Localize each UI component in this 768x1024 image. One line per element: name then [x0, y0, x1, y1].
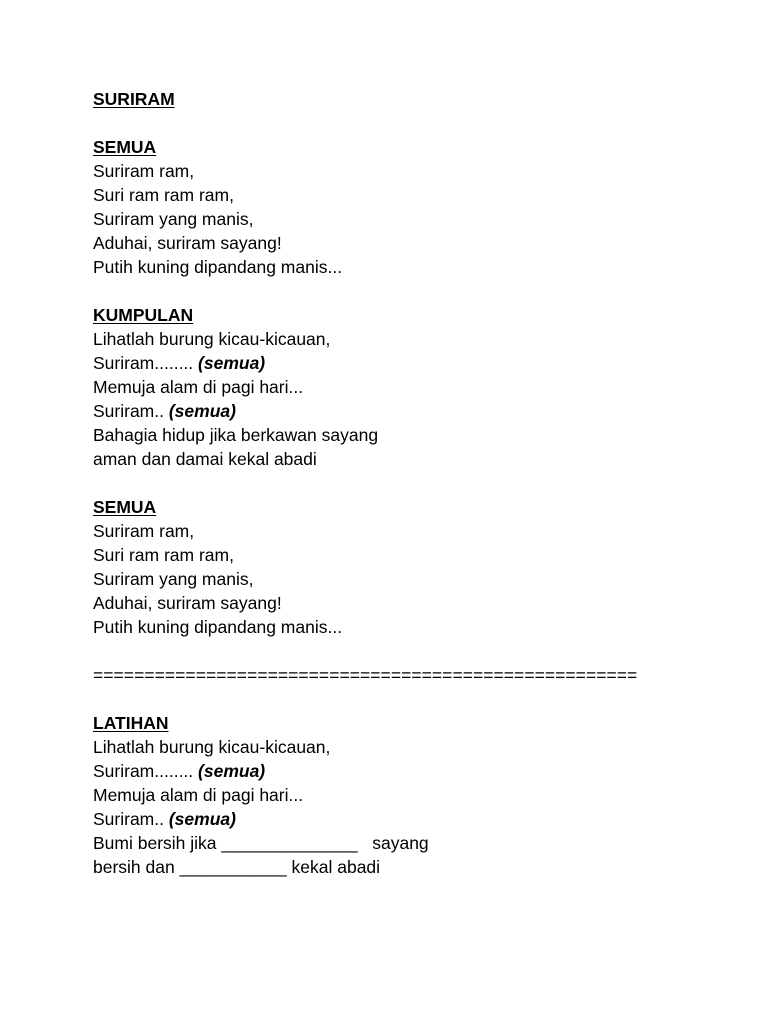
lyric-line: Aduhai, suriram sayang! [93, 233, 282, 253]
section-heading: KUMPULAN [93, 305, 194, 325]
lyric-line [93, 399, 733, 423]
lyric-line: Putih kuning dipandang manis... [93, 257, 343, 277]
exercise-line-blank: Bumi bersih jika ______________ sayang [93, 833, 429, 853]
blank-line [93, 111, 733, 135]
lyric-line: Memuja alam di pagi hari... [93, 377, 304, 397]
blank-line [93, 471, 733, 495]
lyric-text: Suriram.. [93, 809, 169, 829]
lyric-line: Lihatlah burung kicau-kicauan, [93, 329, 331, 349]
lyric-line: aman dan damai kekal abadi [93, 449, 317, 469]
chorus-note: (semua) [198, 353, 266, 373]
lyric-line: Suriram ram, [93, 521, 195, 541]
chorus-note: (semua) [168, 401, 236, 421]
lyric-text: Suriram........ [93, 353, 199, 373]
lyric-text: Suriram.. [93, 401, 169, 421]
lyric-line: Lihatlah burung kicau-kicauan, [93, 737, 331, 757]
section-semua-2 [93, 495, 733, 639]
section-latihan [93, 711, 733, 879]
section-semua-1 [93, 135, 733, 279]
section-heading: SEMUA [93, 497, 157, 517]
blank-line [93, 639, 733, 663]
section-heading: LATIHAN [93, 713, 169, 733]
lyric-line: Memuja alam di pagi hari... [93, 785, 304, 805]
chorus-note: (semua) [198, 761, 266, 781]
lyric-line [93, 807, 733, 831]
section-kumpulan [93, 303, 733, 471]
separator-line: ===================================================== [93, 665, 638, 685]
lyric-line: Suriram yang manis, [93, 569, 254, 589]
document-page [93, 87, 733, 879]
lyric-line: Suri ram ram ram, [93, 185, 234, 205]
lyric-text: Suriram........ [93, 761, 199, 781]
lyric-line: Suri ram ram ram, [93, 545, 234, 565]
chorus-note: (semua) [168, 809, 236, 829]
blank-line [93, 279, 733, 303]
blank-line [93, 687, 733, 711]
lyric-line [93, 759, 733, 783]
lyric-line: Bahagia hidup jika berkawan sayang [93, 425, 379, 445]
section-heading: SEMUA [93, 137, 157, 157]
lyric-line: Putih kuning dipandang manis... [93, 617, 343, 637]
exercise-line-blank: bersih dan ___________ kekal abadi [93, 857, 381, 877]
document-title: SURIRAM [93, 89, 175, 109]
lyric-line [93, 351, 733, 375]
lyric-line: Aduhai, suriram sayang! [93, 593, 282, 613]
lyric-line: Suriram ram, [93, 161, 195, 181]
lyric-line: Suriram yang manis, [93, 209, 254, 229]
